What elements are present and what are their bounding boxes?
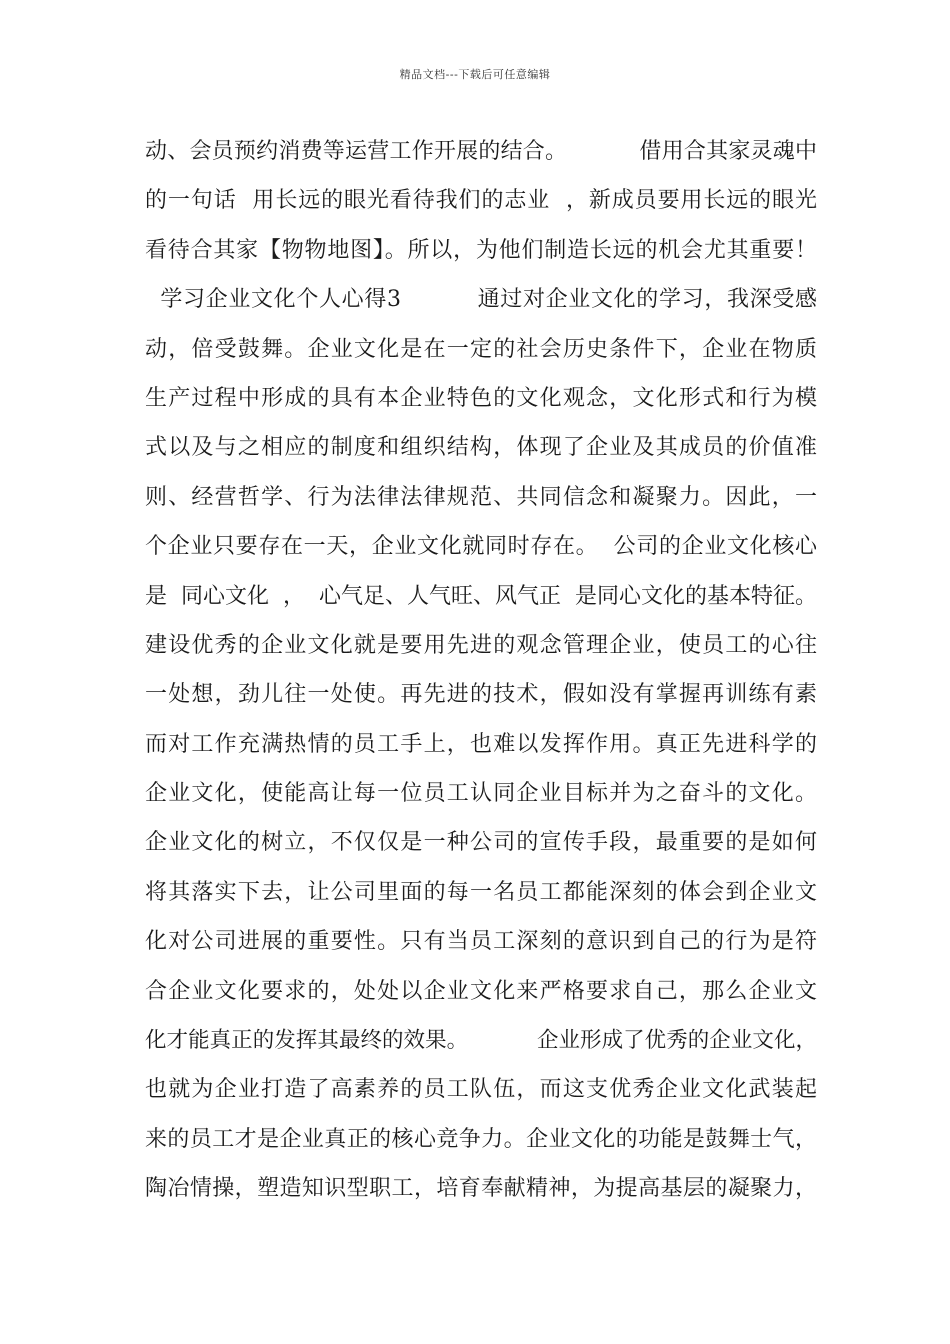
text-line: 看待合其家【物物地图】。所以，为他们制造长远的机会尤其重要！ bbox=[145, 237, 817, 263]
text-line: 企业文化，使能高让每一位员工认同企业目标并为之奋斗的文化。 bbox=[145, 781, 817, 807]
text-line: 一处想，劲儿往一处使。再先进的技术，假如没有掌握再训练有素 bbox=[145, 682, 817, 708]
text-line: 合企业文化要求的，处处以企业文化来严格要求自己，那么企业文 bbox=[145, 978, 817, 1004]
text-line: 也就为企业打造了高素养的员工队伍，而这支优秀企业文化武装起 bbox=[145, 1077, 817, 1103]
document-body bbox=[145, 134, 817, 1221]
text-line: 生产过程中形成的具有本企业特色的文化观念，文化形式和行为模 bbox=[145, 385, 817, 411]
text-line: 是 同心文化 ， 心气足、人气旺、风气正 是同心文化的基本特征。 bbox=[145, 583, 817, 609]
text-line: 而对工作充满热情的员工手上，也难以发挥作用。真正先进科学的 bbox=[145, 731, 817, 757]
text-line: 动，倍受鼓舞。企业文化是在一定的社会历史条件下，企业在物质 bbox=[145, 336, 817, 362]
text-line: 陶冶情操，塑造知识型职工，培育奉献精神，为提高基层的凝聚力， bbox=[145, 1176, 817, 1202]
text-line: 个企业只要存在一天，企业文化就同时存在。 公司的企业文化核心 bbox=[145, 534, 817, 560]
text-line: 化才能真正的发挥其最终的效果。 企业形成了优秀的企业文化， bbox=[145, 1028, 817, 1054]
text-line: 的一句话 用长远的眼光看待我们的志业 ，新成员要用长远的眼光 bbox=[145, 188, 817, 214]
text-line: 则、经营哲学、行为法律法律规范、共同信念和凝聚力。因此，一 bbox=[145, 484, 817, 510]
text-line: 动、会员预约消费等运营工作开展的结合。 借用合其家灵魂中 bbox=[145, 139, 817, 164]
text-line: 企业文化的树立，不仅仅是一种公司的宣传手段，最重要的是如何 bbox=[145, 830, 817, 856]
text-line: 化对公司进展的重要性。只有当员工深刻的意识到自己的行为是符 bbox=[145, 929, 817, 955]
text-line: 来的员工才是企业真正的核心竞争力。企业文化的功能是鼓舞士气， bbox=[145, 1126, 817, 1152]
text-line: 学习企业文化个人心得3 通过对企业文化的学习，我深受感 bbox=[145, 287, 817, 313]
text-line: 建设优秀的企业文化就是要用先进的观念管理企业，使员工的心往 bbox=[145, 632, 817, 658]
page-header: 精品文档---下载后可任意编辑 bbox=[399, 68, 551, 81]
text-line: 式以及与之相应的制度和组织结构，体现了企业及其成员的价值准 bbox=[145, 435, 817, 461]
text-line: 将其落实下去，让公司里面的每一名员工都能深刻的体会到企业文 bbox=[145, 879, 817, 905]
